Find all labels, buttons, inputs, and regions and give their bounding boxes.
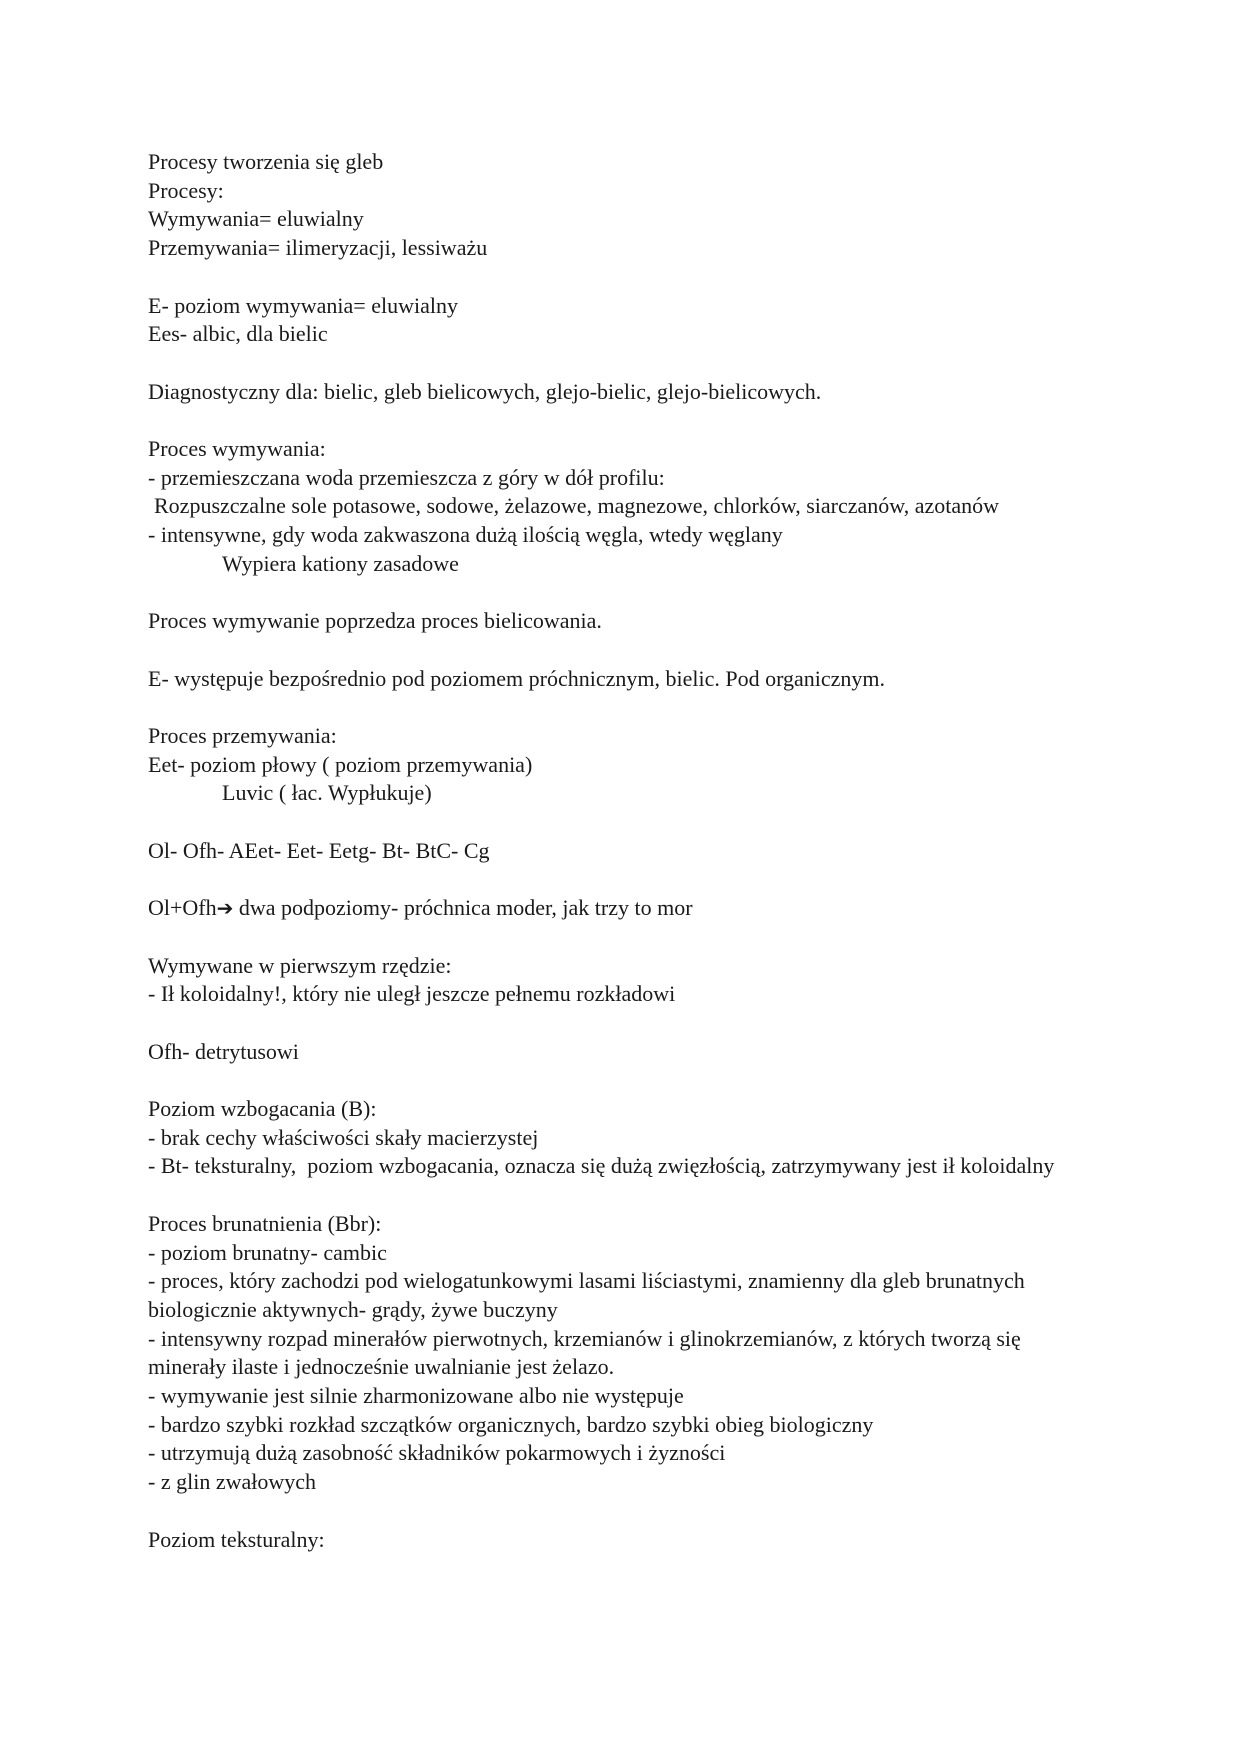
text-line: Eet- poziom płowy ( poziom przemywania) (148, 751, 533, 777)
blank-line (148, 406, 1078, 435)
text-line: Diagnostyczny dla: bielic, gleb bielicowych, glejo-bielic, glejo-bielicowych. (148, 378, 822, 404)
section-heading-poziom-teksturalny: Poziom teksturalny: (148, 1526, 325, 1552)
text-line: Luvic ( łac. Wypłukuje) (222, 780, 432, 806)
list-item: - poziom brunatny- cambic (148, 1239, 387, 1265)
list-item: - utrzymują dużą zasobność składników pokarmowych i żyzności (148, 1440, 726, 1466)
text-line: E- poziom wymywania= eluwialny (148, 292, 458, 318)
section-heading-proces-brunatnienia: Proces brunatnienia (Bbr): (148, 1210, 382, 1236)
blank-line (148, 693, 1078, 722)
blank-line (148, 1497, 1078, 1526)
section-heading-poziom-wzbogacania: Poziom wzbogacania (B): (148, 1096, 377, 1122)
list-item: - bardzo szybki rozkład szczątków organicznych, bardzo szybki obieg biologiczny (148, 1411, 874, 1437)
blank-line (148, 349, 1078, 378)
list-item: - intensywne, gdy woda zakwaszona dużą ilością węgla, wtedy węglany (148, 522, 783, 548)
horizon-sequence: Ol- Ofh- AEet- Eet- Eetg- Bt- BtC- Cg (148, 837, 490, 863)
blank-line (148, 1181, 1078, 1210)
list-item: - przemieszczana woda przemieszcza z góry w dół profilu: (148, 464, 665, 490)
text-line: Wymywania= eluwialny (148, 206, 364, 232)
text-line: Rozpuszczalne sole potasowe, sodowe, żelazowe, magnezowe, chlorków, siarczanów, azotanów (154, 493, 1000, 519)
section-heading-proces-wymywania: Proces wymywania: (148, 435, 326, 461)
blank-line (148, 808, 1078, 837)
list-item: - Ił koloidalny!, który nie uległ jeszcze pełnemu rozkładowi (148, 981, 676, 1007)
blank-line (148, 636, 1078, 665)
text-line-with-arrow (148, 894, 1078, 923)
list-item: - intensywny rozpad minerałów pierwotnych, krzemianów i glinokrzemianów, z których tworzą się minerały ilaste i jednocześnie uwalnianie jest żelazo. (148, 1325, 1027, 1380)
document-page (148, 148, 1078, 1554)
text-line: Ees- albic, dla bielic (148, 321, 328, 347)
blank-line (148, 923, 1078, 952)
line-suffix: dwa podpoziomy- próchnica moder, jak trzy to mor (233, 895, 693, 921)
section-heading-wymywane: Wymywane w pierwszym rzędzie: (148, 952, 452, 978)
list-item: - proces, który zachodzi pod wielogatunkowymi lasami liściastymi, znamienny dla gleb brunatnych biologicznie aktywnych- grądy, żywe buczyny (148, 1268, 1031, 1322)
right-arrow-icon: ➔ (216, 896, 234, 921)
blank-line (148, 1009, 1078, 1038)
section-heading-proces-przemywania: Proces przemywania: (148, 722, 337, 748)
text-line: Przemywania= ilimeryzacji, lessiważu (148, 235, 488, 261)
list-item: - brak cechy właściwości skały macierzystej (148, 1124, 539, 1150)
document-title: Procesy tworzenia się gleb (148, 149, 384, 174)
text-line: E- występuje bezpośrednio pod poziomem próchnicznym, bielic. Pod organicznym. (148, 665, 886, 691)
blank-line (148, 579, 1078, 608)
blank-line (148, 1066, 1078, 1095)
list-item: - wymywanie jest silnie zharmonizowane albo nie występuje (148, 1383, 684, 1409)
line-prefix: Ol+Ofh (148, 895, 217, 921)
blank-line (148, 263, 1078, 292)
section-heading-procesy: Procesy: (148, 177, 224, 203)
text-line: Ofh- detrytusowi (148, 1038, 299, 1064)
text-line: Proces wymywanie poprzedza proces bielicowania. (148, 608, 602, 634)
blank-line (148, 865, 1078, 894)
text-line: Wypiera kationy zasadowe (222, 550, 459, 576)
list-item: - Bt- teksturalny, poziom wzbogacania, oznacza się dużą zwięzłością, zatrzymywany jest ił koloidalny (148, 1153, 1055, 1179)
list-item: - z glin zwałowych (148, 1469, 316, 1495)
